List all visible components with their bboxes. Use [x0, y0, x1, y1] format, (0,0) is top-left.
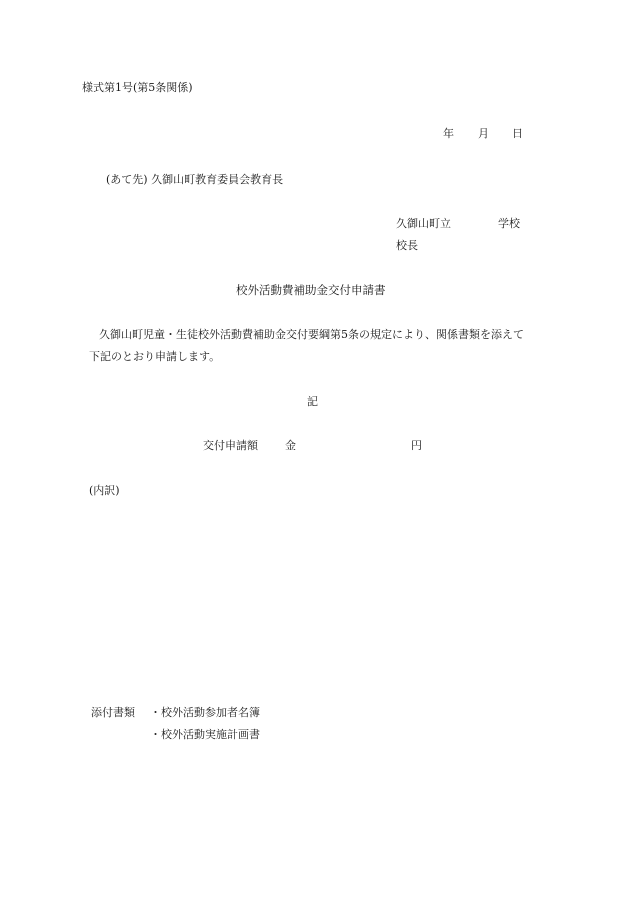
amount-label: 交付申請額	[203, 439, 258, 452]
body-line-1: 久御山町児童・生徒校外活動費補助金交付要綱第5条の規定により、関係書類を添えて	[99, 328, 524, 341]
attachment-item: ・校外活動実施計画書	[150, 728, 260, 741]
amount-unit: 円	[411, 439, 422, 452]
addressee: (あて先) 久御山町教育委員会教育長	[106, 173, 284, 186]
attachments-label: 添付書類	[91, 706, 135, 719]
document-title: 校外活動費補助金交付申請書	[236, 283, 386, 297]
date-month-label: 月	[478, 127, 489, 140]
attachment-item: ・校外活動参加者名簿	[150, 706, 260, 719]
breakdown-label: (内訳)	[89, 484, 120, 497]
school-prefix: 久御山町立	[396, 217, 451, 230]
body-line-2: 下記のとおり申請します。	[89, 350, 221, 363]
date-day-label: 日	[512, 127, 523, 140]
date-year-label: 年	[443, 127, 454, 140]
form-number: 様式第1号(第5条関係)	[82, 81, 193, 94]
amount-kin: 金	[285, 439, 296, 452]
ki-marker: 記	[307, 395, 318, 408]
principal-label: 校長	[396, 239, 418, 252]
school-suffix: 学校	[498, 217, 520, 230]
